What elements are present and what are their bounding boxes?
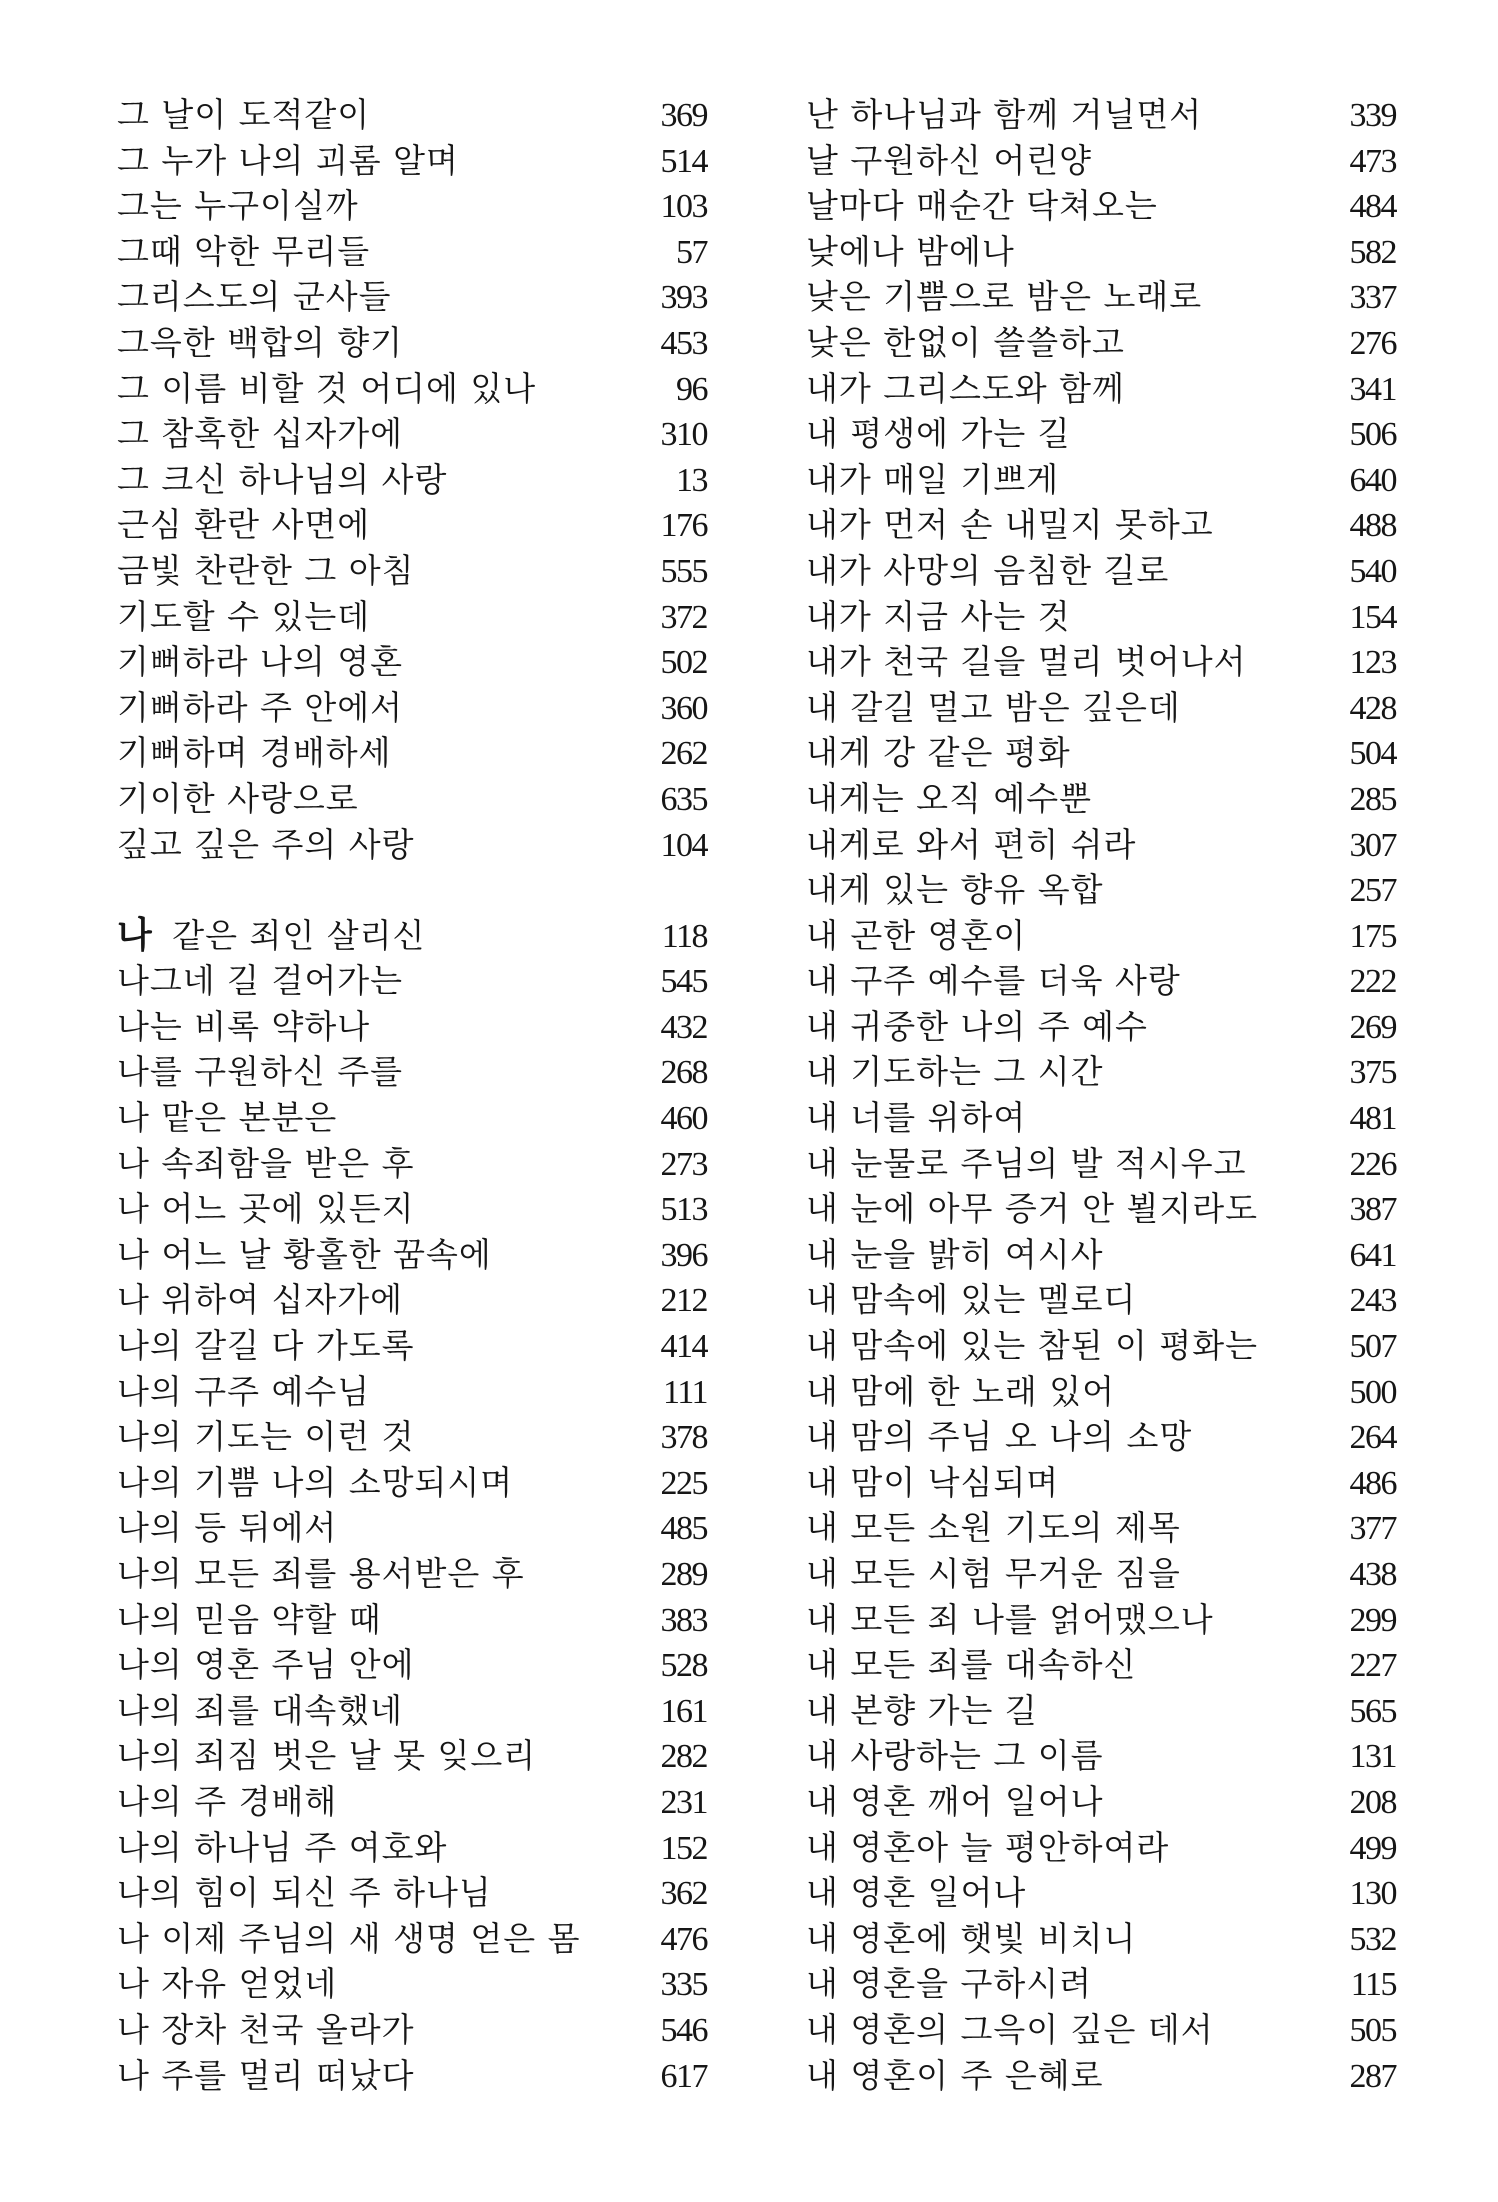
hymn-number: 485	[660, 1510, 707, 1548]
hymn-number: 504	[1349, 735, 1396, 773]
hymn-number: 226	[1349, 1145, 1396, 1183]
index-entry	[806, 320, 1396, 366]
index-entry	[117, 1551, 707, 1597]
entry-title: 나를 구원하신 주를	[117, 1052, 404, 1092]
hymn-number: 268	[660, 1054, 707, 1092]
hymn-number: 299	[1349, 1601, 1396, 1639]
entry-title: 내 눈에 아무 증거 안 뵐지라도	[806, 1189, 1258, 1229]
entry-title: 날 구원하신 어린양	[806, 140, 1093, 180]
entry-title: 내 맘속에 있는 참된 이 평화는	[806, 1326, 1258, 1366]
entry-title: 그 누가 나의 괴롬 알며	[117, 140, 459, 180]
entry-title: 낮은 기쁨으로 밤은 노래로	[806, 277, 1203, 317]
index-entry	[117, 1642, 707, 1688]
index-entry	[806, 639, 1396, 685]
index-entry	[806, 1870, 1396, 1916]
entry-title: 그윽한 백합의 향기	[117, 322, 404, 362]
hymn-number: 96	[676, 370, 707, 408]
index-entry	[806, 1642, 1396, 1688]
index-entry	[806, 685, 1396, 731]
hymn-number: 432	[660, 1008, 707, 1046]
index-column-left	[117, 92, 707, 2098]
entry-title: 그 날이 도적같이	[117, 95, 371, 134]
hymn-number: 500	[1349, 1373, 1396, 1411]
entry-title: 그는 누구이실까	[117, 186, 359, 226]
index-entry	[806, 1688, 1396, 1734]
entry-title: 나의 죄를 대속했네	[117, 1690, 404, 1730]
entry-title: 난 하나님과 함께 거닐면서	[806, 95, 1203, 134]
entry-title: 낮은 한없이 쓸쓸하고	[806, 322, 1125, 362]
entry-title: 나의 영혼 주님 안에	[117, 1645, 415, 1685]
entry-title: 내가 사망의 음침한 길로	[806, 550, 1170, 590]
index-entry	[117, 639, 707, 685]
hymn-number: 287	[1349, 2057, 1396, 2095]
index-entry	[117, 183, 707, 229]
entry-title: 나의 믿음 약할 때	[117, 1599, 382, 1639]
index-entry	[806, 1597, 1396, 1643]
entry-title: 나 어느 곳에 있든지	[117, 1189, 415, 1229]
hymn-number: 499	[1349, 1829, 1396, 1867]
hymn-number: 264	[1349, 1419, 1396, 1457]
entry-title: 내 구주 예수를 더욱 사랑	[806, 961, 1181, 1001]
entry-title: 기뻐하라 나의 영혼	[117, 642, 404, 682]
index-entry	[806, 1141, 1396, 1187]
entry-title: 내게는 오직 예수뿐	[806, 778, 1093, 818]
hymn-number: 175	[1349, 917, 1396, 955]
entry-title: 기뻐하며 경배하세	[117, 733, 392, 773]
index-entry	[806, 502, 1396, 548]
index-entry	[806, 1460, 1396, 1506]
index-entry	[806, 1369, 1396, 1415]
entry-title: 내가 지금 사는 것	[806, 596, 1071, 636]
hymn-number: 130	[1349, 1875, 1396, 1913]
entry-title: 나의 기쁨 나의 소망되시며	[117, 1462, 514, 1502]
hymn-number: 383	[660, 1601, 707, 1639]
hymn-number: 111	[663, 1373, 707, 1411]
hymn-number: 176	[660, 507, 707, 545]
index-entry	[806, 229, 1396, 275]
entry-title: 내 눈을 밝히 여시사	[806, 1234, 1104, 1274]
index-entry	[806, 1961, 1396, 2007]
hymn-number: 635	[660, 780, 707, 818]
index-entry	[117, 1004, 707, 1050]
index-entry	[806, 958, 1396, 1004]
index-entry	[117, 1505, 707, 1551]
hymn-number: 545	[660, 963, 707, 1001]
hymn-number: 617	[660, 2057, 707, 2095]
index-entry	[806, 822, 1396, 868]
hymn-number: 476	[660, 1920, 707, 1958]
index-entry	[117, 822, 707, 868]
entry-title: 내 평생에 가는 길	[806, 414, 1071, 454]
entry-title: 내 영혼이 주 은혜로	[806, 2055, 1104, 2095]
entry-title: 그 참혹한 십자가에	[117, 414, 404, 454]
index-entry	[117, 548, 707, 594]
hymn-number: 269	[1349, 1008, 1396, 1046]
entry-title: 내 눈물로 주님의 발 적시우고	[806, 1143, 1247, 1183]
index-entry	[117, 1916, 707, 1962]
entry-title: 나 속죄함을 받은 후	[117, 1143, 415, 1183]
index-entry	[806, 2007, 1396, 2053]
hymn-number: 152	[660, 1829, 707, 1867]
entry-title: 내게 있는 향유 옥합	[806, 870, 1104, 910]
index-entry	[806, 1733, 1396, 1779]
index-entry	[806, 1323, 1396, 1369]
index-entry	[117, 1733, 707, 1779]
hymn-number: 276	[1349, 324, 1396, 362]
hymn-number: 154	[1349, 598, 1396, 636]
index-entry	[117, 502, 707, 548]
entry-title: 내 맘의 주님 오 나의 소망	[806, 1417, 1193, 1457]
entry-title: 내게로 와서 편히 쉬라	[806, 824, 1137, 864]
entry-title: 나 이제 주님의 새 생명 얻은 몸	[117, 1918, 581, 1958]
index-entry	[117, 958, 707, 1004]
hymn-number: 453	[660, 324, 707, 362]
entry-title: 내 영혼의 그윽이 깊은 데서	[806, 2009, 1214, 2049]
hymn-number: 289	[660, 1556, 707, 1593]
hymn-number: 243	[1349, 1282, 1396, 1320]
entry-title: 내 갈길 멀고 밤은 깊은데	[806, 687, 1181, 727]
hymn-number: 393	[660, 279, 707, 317]
index-entry	[806, 1232, 1396, 1278]
hymn-number: 505	[1349, 2011, 1396, 2049]
hymn-number: 339	[1349, 97, 1396, 134]
hymn-number: 118	[661, 917, 707, 955]
hymn-number: 540	[1349, 552, 1396, 590]
hymn-number: 231	[660, 1783, 707, 1821]
hymn-number: 131	[1349, 1738, 1396, 1776]
entry-title	[117, 913, 425, 959]
hymn-number: 528	[660, 1647, 707, 1685]
hymn-number: 257	[1349, 872, 1396, 910]
index-entry	[117, 1597, 707, 1643]
section-initial: 나	[117, 914, 153, 956]
index-entry	[117, 1049, 707, 1095]
entry-title: 기도할 수 있는데	[117, 596, 371, 636]
index-entry	[117, 1870, 707, 1916]
hymn-number: 212	[660, 1282, 707, 1320]
entry-title: 깊고 깊은 주의 사랑	[117, 824, 415, 864]
entry-title: 내가 매일 기쁘게	[806, 459, 1060, 499]
index-entry-section-start	[117, 913, 707, 959]
entry-title: 내 모든 소원 기도의 제목	[806, 1508, 1181, 1548]
index-entry	[806, 2053, 1396, 2099]
index-entry	[117, 1232, 707, 1278]
hymn-number: 123	[1349, 644, 1396, 682]
hymn-number: 375	[1349, 1054, 1396, 1092]
hymn-number: 507	[1349, 1328, 1396, 1366]
index-entry	[117, 1186, 707, 1232]
entry-title: 내 맘속에 있는 멜로디	[806, 1280, 1137, 1320]
hymn-number: 484	[1349, 188, 1396, 226]
section-gap	[117, 867, 707, 913]
index-entry	[117, 1779, 707, 1825]
entry-title: 나의 힘이 되신 주 하나님	[117, 1873, 492, 1913]
hymn-number: 282	[660, 1738, 707, 1776]
index-entry	[806, 457, 1396, 503]
entry-title: 나 맡은 본분은	[117, 1098, 338, 1138]
entry-title: 내 본향 가는 길	[806, 1690, 1038, 1730]
entry-title: 기뻐하라 주 안에서	[117, 687, 404, 727]
entry-title: 나의 주 경배해	[117, 1781, 338, 1821]
hymn-number: 225	[660, 1464, 707, 1502]
entry-title: 나의 모든 죄를 용서받은 후	[117, 1554, 525, 1593]
hymn-number: 460	[660, 1100, 707, 1138]
hymn-number: 514	[660, 142, 707, 180]
index-entry	[806, 366, 1396, 412]
hymn-number: 337	[1349, 279, 1396, 317]
hymn-number: 640	[1349, 461, 1396, 499]
hymn-number: 310	[660, 416, 707, 454]
index-entry	[806, 138, 1396, 184]
entry-title: 내 영혼에 햇빛 비치니	[806, 1918, 1137, 1958]
hymn-number: 285	[1349, 780, 1396, 818]
index-entry	[117, 138, 707, 184]
hymn-number: 273	[660, 1145, 707, 1183]
hymn-number: 396	[660, 1236, 707, 1274]
entry-title: 나의 등 뒤에서	[117, 1508, 338, 1548]
index-entry	[117, 92, 707, 138]
entry-title: 나의 갈길 다 가도록	[117, 1326, 415, 1366]
hymn-number: 582	[1349, 233, 1396, 271]
hymn-number: 377	[1349, 1510, 1396, 1548]
entry-title: 내 곤한 영혼이	[806, 915, 1027, 955]
index-entry	[117, 1369, 707, 1415]
index-entry	[806, 776, 1396, 822]
entry-title: 나의 하나님 주 여호와	[117, 1827, 448, 1867]
hymn-number: 341	[1349, 370, 1396, 408]
entry-title: 나 장차 천국 올라가	[117, 2009, 415, 2049]
entry-title: 내 영혼을 구하시려	[806, 1964, 1093, 2004]
index-entry	[117, 411, 707, 457]
hymn-number: 428	[1349, 689, 1396, 727]
index-entry	[117, 1323, 707, 1369]
index-entry	[117, 594, 707, 640]
entry-title: 금빛 찬란한 그 아침	[117, 550, 415, 590]
entry-title: 나 위하여 십자가에	[117, 1280, 404, 1320]
index-entry	[117, 366, 707, 412]
index-entry	[806, 274, 1396, 320]
index-entry	[117, 1825, 707, 1871]
index-entry	[806, 1277, 1396, 1323]
hymn-number: 488	[1349, 507, 1396, 545]
index-entry	[117, 1095, 707, 1141]
index-entry	[117, 776, 707, 822]
hymn-number: 103	[660, 188, 707, 226]
entry-title: 내가 그리스도와 함께	[806, 368, 1125, 408]
index-entry	[117, 320, 707, 366]
index-entry	[117, 1414, 707, 1460]
entry-title: 낮에나 밤에나	[806, 231, 1015, 271]
entry-title: 내 모든 시험 무거운 짐을	[806, 1554, 1181, 1593]
hymn-number: 262	[660, 735, 707, 773]
index-entry	[806, 548, 1396, 594]
hymn-number: 565	[1349, 1692, 1396, 1730]
hymn-number: 414	[660, 1328, 707, 1366]
entry-title: 나의 기도는 이런 것	[117, 1417, 415, 1457]
hymn-number: 360	[660, 689, 707, 727]
hymn-number: 486	[1349, 1464, 1396, 1502]
hymn-number: 307	[1349, 826, 1396, 864]
index-entry	[806, 1414, 1396, 1460]
entry-title: 나 어느 날 황홀한 꿈속에	[117, 1234, 492, 1274]
index-entry	[117, 685, 707, 731]
hymn-number: 481	[1349, 1100, 1396, 1138]
index-entry	[117, 1460, 707, 1506]
index-entry	[117, 1277, 707, 1323]
entry-title: 기이한 사랑으로	[117, 778, 359, 818]
index-entry	[117, 730, 707, 776]
index-entry	[806, 1779, 1396, 1825]
index-entry	[806, 1186, 1396, 1232]
index-entry	[117, 229, 707, 275]
entry-title: 나의 죄짐 벗은 날 못 잊으리	[117, 1736, 537, 1776]
hymn-number: 502	[660, 644, 707, 682]
index-entry	[117, 457, 707, 503]
index-entry	[806, 1049, 1396, 1095]
entry-title: 내 모든 죄를 대속하신	[806, 1645, 1137, 1685]
index-entry	[117, 1141, 707, 1187]
hymn-number: 362	[660, 1875, 707, 1913]
index-entry	[806, 1916, 1396, 1962]
entry-title: 내 영혼 일어나	[806, 1873, 1027, 1913]
hymn-number: 546	[660, 2011, 707, 2049]
entry-title: 내 영혼 깨어 일어나	[806, 1781, 1104, 1821]
hymn-number: 506	[1349, 416, 1396, 454]
hymn-number: 13	[676, 461, 707, 499]
hymn-number: 555	[660, 552, 707, 590]
index-entry	[806, 1825, 1396, 1871]
index-entry	[806, 1095, 1396, 1141]
entry-title: 내게 강 같은 평화	[806, 733, 1071, 773]
hymn-number: 387	[1349, 1191, 1396, 1229]
index-entry	[806, 1004, 1396, 1050]
index-entry	[806, 867, 1396, 913]
entry-title: 나는 비록 약하나	[117, 1006, 371, 1046]
index-entry	[806, 1505, 1396, 1551]
entry-title: 근심 환란 사면에	[117, 505, 371, 545]
index-entry	[117, 1961, 707, 2007]
entry-title: 날마다 매순간 닥쳐오는	[806, 186, 1158, 226]
index-entry	[806, 411, 1396, 457]
entry-title: 나의 구주 예수님	[117, 1371, 371, 1411]
index-entry	[806, 594, 1396, 640]
entry-title: 그리스도의 군사들	[117, 277, 392, 317]
hymn-number: 378	[660, 1419, 707, 1457]
index-entry	[806, 1551, 1396, 1597]
entry-title: 그 크신 하나님의 사랑	[117, 459, 448, 499]
hymn-number: 115	[1350, 1966, 1396, 2004]
entry-title-rest: 같은 죄인 살리신	[160, 915, 426, 955]
entry-title: 나 주를 멀리 떠났다	[117, 2055, 415, 2095]
entry-title: 내 모든 죄 나를 얽어맸으나	[806, 1599, 1214, 1639]
index-column-right	[806, 92, 1396, 2098]
entry-title: 그때 악한 무리들	[117, 231, 371, 271]
hymn-number: 161	[660, 1692, 707, 1730]
hymn-number: 369	[660, 97, 707, 134]
index-entry	[806, 913, 1396, 959]
entry-title: 나그네 길 걸어가는	[117, 961, 404, 1001]
entry-title: 그 이름 비할 것 어디에 있나	[117, 368, 537, 408]
entry-title: 내 귀중한 나의 주 예수	[806, 1006, 1148, 1046]
hymn-number: 227	[1349, 1647, 1396, 1685]
entry-title: 내 맘이 낙심되며	[806, 1462, 1060, 1502]
hymn-number: 104	[660, 826, 707, 864]
hymn-number: 335	[660, 1966, 707, 2004]
entry-title: 내 너를 위하여	[806, 1098, 1027, 1138]
entry-title: 나 자유 얻었네	[117, 1964, 338, 2004]
hymn-number: 208	[1349, 1783, 1396, 1821]
index-entry	[806, 92, 1396, 138]
entry-title: 내가 천국 길을 멀리 벗어나서	[806, 642, 1247, 682]
hymn-number: 513	[660, 1191, 707, 1229]
index-entry	[117, 1688, 707, 1734]
entry-title: 내 영혼아 늘 평안하여라	[806, 1827, 1170, 1867]
index-entry	[806, 183, 1396, 229]
entry-title: 내 맘에 한 노래 있어	[806, 1371, 1115, 1411]
hymn-number: 438	[1349, 1556, 1396, 1593]
hymn-number: 532	[1349, 1920, 1396, 1958]
index-entry	[806, 730, 1396, 776]
entry-title: 내 기도하는 그 시간	[806, 1052, 1104, 1092]
index-entry	[117, 2053, 707, 2099]
hymn-number: 641	[1349, 1236, 1396, 1274]
hymn-number: 222	[1349, 963, 1396, 1001]
hymn-number: 57	[676, 233, 707, 271]
index-entry	[117, 2007, 707, 2053]
entry-title: 내가 먼저 손 내밀지 못하고	[806, 505, 1214, 545]
hymn-number: 372	[660, 598, 707, 636]
hymn-number: 473	[1349, 142, 1396, 180]
entry-title: 내 사랑하는 그 이름	[806, 1736, 1104, 1776]
index-entry	[117, 274, 707, 320]
